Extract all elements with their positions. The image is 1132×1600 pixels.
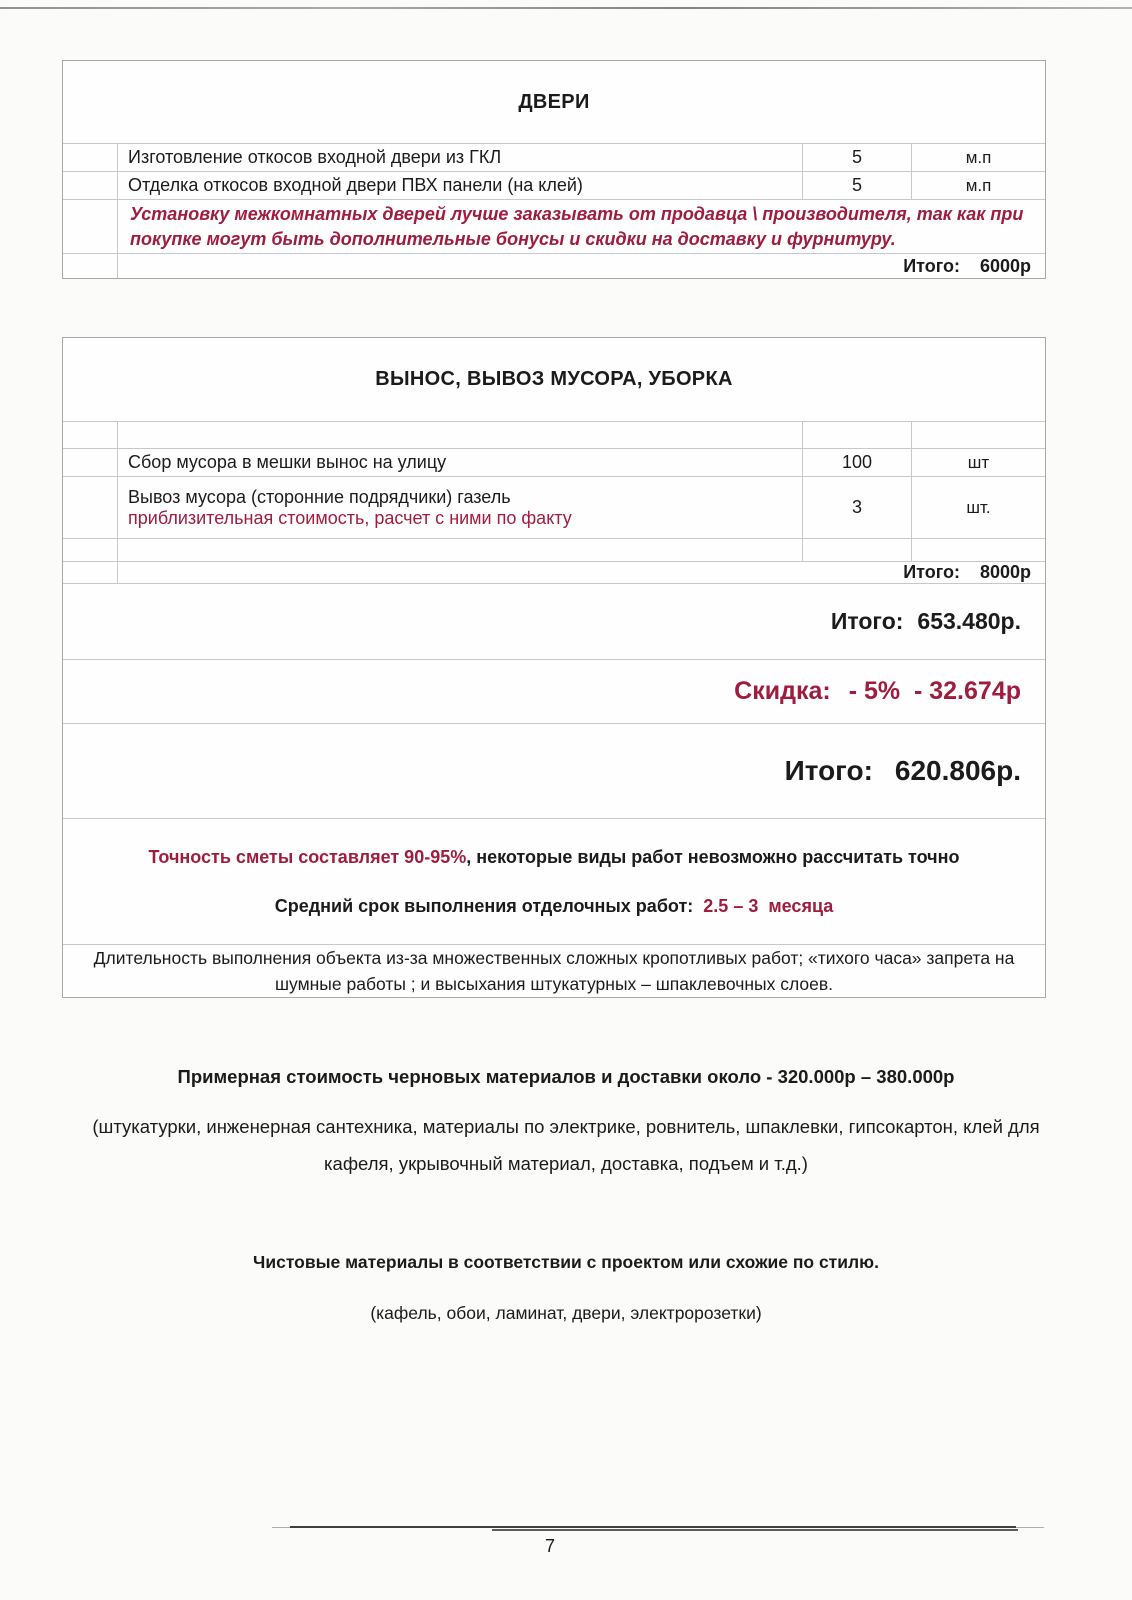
row-index-cell (63, 477, 118, 538)
item-unit: шт. (911, 477, 1045, 538)
total-label: Итого: (903, 255, 960, 276)
row-index-cell (63, 539, 118, 561)
discount-value: - 5% - 32.674р (848, 677, 1021, 705)
rough-materials-title: Примерная стоимость черновых материалов и доставки около - 320.000р – 380.000р (177, 1066, 955, 1087)
table-row (63, 143, 1045, 171)
row-index-cell (63, 172, 118, 199)
duration-explanation-row (63, 944, 1045, 997)
item-quantity: 5 (802, 172, 911, 199)
empty-row (63, 538, 1045, 561)
item-unit: шт (911, 449, 1045, 476)
table-total-row (63, 561, 1045, 583)
grand-total-value: 620.806р. (894, 755, 1021, 786)
doors-table-title: ДВЕРИ (518, 90, 590, 113)
item-description-note: приблизительная стоимость, расчет с ними по факту (128, 507, 572, 528)
estimate-notes-row (63, 818, 1045, 944)
table-note-row (63, 199, 1045, 253)
item-quantity: 100 (802, 449, 911, 476)
discount-label: Скидка: (734, 677, 831, 705)
subtotal-row (63, 583, 1045, 659)
item-unit: м.п (911, 172, 1045, 199)
duration-explanation-text: Длительность выполнения объекта из-за множественных сложных кропотливых работ; «тихого часа» запрета на шумные работы ; и высыхания штукатурных – шпаклевочных слоев. (93, 948, 1015, 994)
duration-note: Средний срок выполнения отделочных работ: 2.5 – 3 месяца (274, 895, 834, 916)
garbage-table (62, 337, 1046, 998)
row-index-cell (63, 200, 118, 253)
doors-note-text: Установку межкомнатных дверей лучше заказывать от продавца \ производителя, так как при покупке могут быть дополнительные бонусы и скидки на доставку и фурнитуру. (130, 203, 1024, 249)
total-value: 8000р (979, 562, 1031, 582)
table-row (63, 171, 1045, 199)
row-index-cell (63, 449, 118, 476)
accuracy-note: Точность сметы составляет 90-95%, некоторые виды работ невозможно рассчитать точно (148, 846, 960, 867)
grand-total-row (63, 723, 1045, 818)
total-value: 6000р (979, 255, 1031, 276)
table-row (63, 448, 1045, 476)
row-index-cell (63, 144, 118, 171)
empty-row (63, 421, 1045, 448)
item-quantity: 5 (802, 144, 911, 171)
item-quantity: 3 (802, 477, 911, 538)
grand-total-label: Итого: (784, 755, 873, 786)
footer-divider-line-dark (290, 1526, 1016, 1528)
rough-materials-detail: (штукатурки, инженерная сантехника, материалы по электрике, ровнитель, шпаклевки, гипсокартон, клей для кафеля, укрывочный материал, доставка, подъем и т.д.) (92, 1116, 1040, 1174)
scan-artifact-line (0, 7, 1132, 9)
subtotal-value: 653.480р. (917, 608, 1021, 634)
row-index-cell (63, 562, 118, 583)
item-unit: м.п (911, 144, 1045, 171)
subtotal-label: Итого: (830, 608, 904, 634)
finish-materials-detail: (кафель, обои, ламинат, двери, электророзетки) (370, 1303, 762, 1323)
item-description: Сбор мусора в мешки вынос на улицу (128, 452, 447, 472)
doors-table (62, 60, 1046, 279)
table-total-row (63, 253, 1045, 278)
row-index-cell (63, 422, 118, 448)
table-row (63, 476, 1045, 538)
total-label: Итого: (903, 562, 960, 582)
row-index-cell (63, 254, 118, 278)
item-description: Изготовление откосов входной двери из ГКЛ (128, 147, 502, 167)
page-number: 7 (544, 1536, 555, 1556)
finish-materials-title: Чистовые материалы в соответствии с проектом или схожие по стилю. (253, 1252, 879, 1272)
item-description: Вывоз мусора (сторонние подрядчики) газель (128, 486, 511, 507)
discount-row (63, 659, 1045, 723)
footer-divider-line-shadow (492, 1529, 1018, 1531)
garbage-table-title: ВЫНОС, ВЫВОЗ МУСОРА, УБОРКА (375, 368, 733, 390)
item-description: Отделка откосов входной двери ПВХ панели (на клей) (128, 175, 583, 195)
